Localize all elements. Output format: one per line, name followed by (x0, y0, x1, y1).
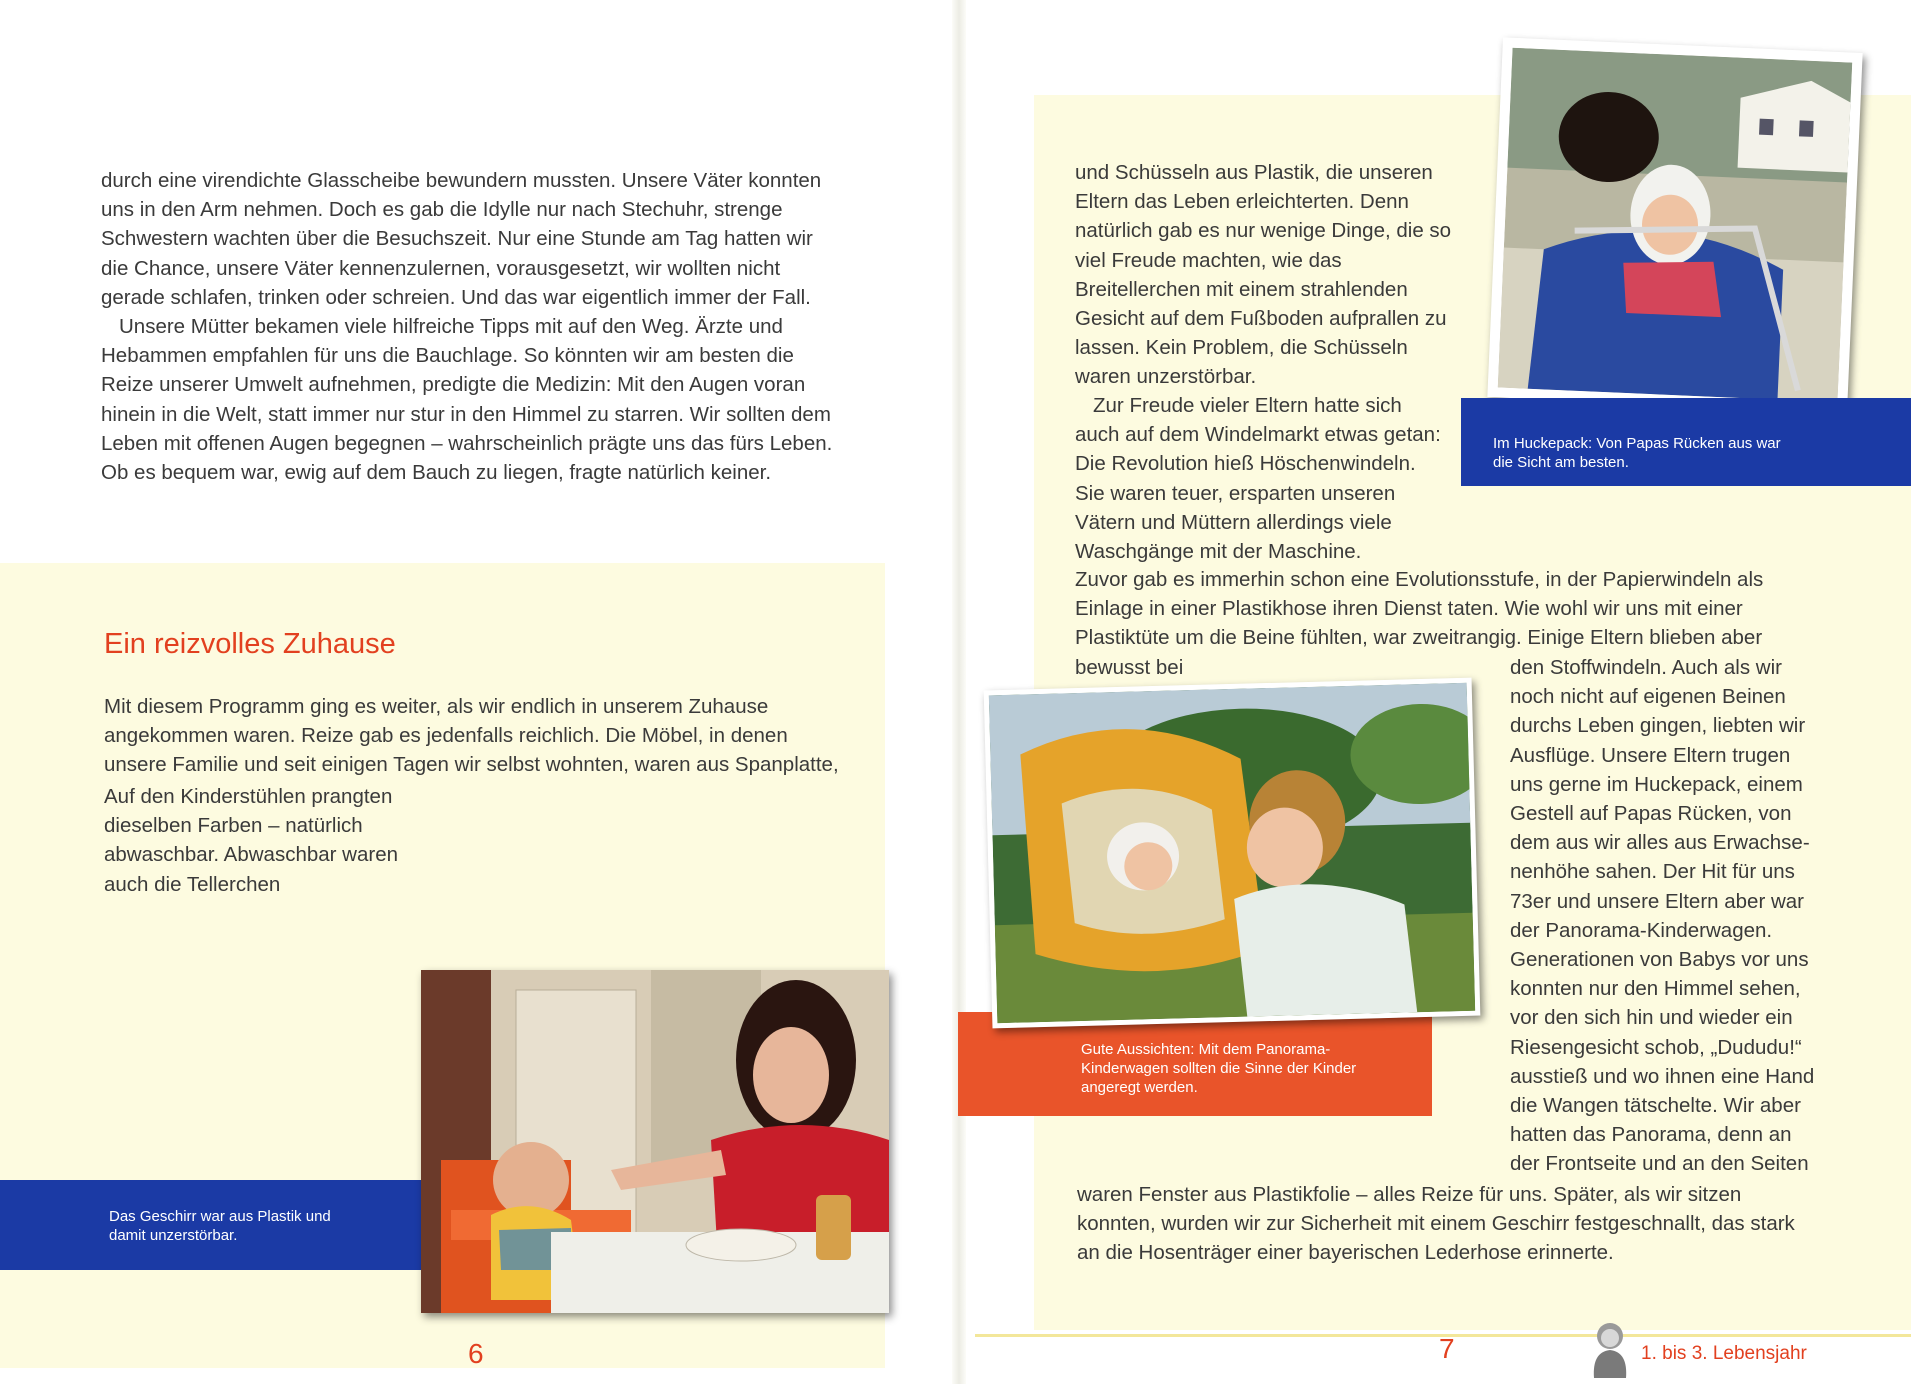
left-top-paragraph-2-text: Unsere Mütter bekamen viele hilfreiche Tipps mit auf den Weg. Ärzte und Hebammen empfahlen für uns die Bauchlage. So könnten wir am besten die Reize unserer Umwelt aufnehmen, predigte die Medizin: Mit den Augen voran hinein in die Welt, statt immer nur stur in den Himmel zu starren. Wir sollten dem Leben mit offenen Augen begegnen – wahrscheinlich prägte uns das fürs Leben. Ob es bequem war, ewig auf dem Bauch zu liegen, fragte natürlich keiner. (101, 315, 833, 485)
right-paragraph-2 (1075, 391, 1445, 566)
section-paragraph-clip (104, 782, 424, 1132)
top-caption-band (1461, 398, 1911, 486)
left-top-paragraph-2 (101, 312, 841, 487)
mid-caption-band (958, 1012, 1432, 1116)
right-paragraph-1: und Schüsseln aus Plastik, die unseren Eltern das Leben erleichterten. Denn natürlich gab es nur wenige Dinge, die so viel Freude machten, wie das Breitellerchen mit einem strahlenden Gesicht auf dem Fußboden aufprallen zu lassen. Kein Problem, die Schüsseln waren unzerstörbar. (1075, 161, 1452, 389)
mid-caption-text: Gute Aussichten: Mit dem Panorama-Kinderwagen sollten die Sinne der Kinder angeregt werden. (1081, 1041, 1357, 1096)
book-gutter (952, 0, 966, 1384)
panorama-photo (984, 678, 1481, 1029)
right-paragraph-2-text: Zur Freude vieler Eltern hatte sich auch auf dem Windelmarkt etwas getan: Die Revolution hieß Höschenwindeln. Sie waren teuer, ersparten unseren Vätern und Müttern allerdings viele Waschgänge mit der Maschine. (1075, 394, 1441, 564)
baby-icon (1588, 1320, 1632, 1380)
left-page-number: 6 (468, 1338, 484, 1369)
right-page-number: 7 (1439, 1333, 1455, 1364)
left-caption-text: Das Geschirr war aus Plastik und damit unzerstörbar. (109, 1208, 331, 1244)
huckepack-photo-image (1498, 48, 1853, 403)
huckepack-photo (1487, 37, 1862, 412)
chapter-label: 1. bis 3. Lebensjahr (1641, 1343, 1807, 1364)
top-caption-text: Im Huckepack: Von Papas Rücken aus war die Sicht am besten. (1493, 435, 1781, 471)
section-paragraph-narrow: Auf den Kinderstühlen prangten dieselben Farben – natürlich abwaschbar. Abwaschbar waren auch die Tellerchen (104, 785, 399, 896)
feeding-photo-image (421, 970, 889, 1313)
right-paragraph-3: Zuvor gab es immerhin schon eine Evolutionsstufe, in der Papierwindeln als Einlage in einer Plastikhose ihren Dienst taten. Wie wohl wir uns mit einer Plastiktüte um die Beine fühlten, war zweitrangig. Einige Eltern blieben aber bewusst bei (1075, 568, 1764, 679)
section-paragraph-wide (104, 692, 852, 782)
section-heading: Ein reizvolles Zuhause (104, 628, 396, 660)
section-paragraph-text: Mit diesem Programm ging es weiter, als wir endlich in unserem Zuhause angekommen waren. Reize gab es jedenfalls reichlich. Die Möbel, in denen unsere Familie und seit einigen Tagen wir selbst wohnten, waren aus Spanplatte, (104, 695, 839, 777)
right-paragraph-5: waren Fenster aus Plastikfolie – alles Reize für uns. Später, als wir sitzen konnten, wurden wir zur Sicherheit mit einem Geschirr festgeschnallt, das stark an die Hosenträger einer bayerischen Lederhose erinnerte. (1077, 1183, 1795, 1265)
feeding-photo (421, 970, 889, 1313)
left-caption-band (0, 1180, 430, 1270)
left-top-paragraph: durch eine virendichte Glasscheibe bewundern mussten. Unsere Väter konnten uns in den Arm nehmen. Doch es gab die Idylle nur nach Stechuhr, strenge Schwestern wachten über die Besuchszeit. Nur eine Stunde am Tag hatten wir die Chance, unsere Väter kennenzulernen, vorausgesetzt, wir wollten nicht gerade schlafen, trinken oder schreien. Und das war eigentlich immer der Fall. (101, 169, 822, 309)
panorama-photo-image (989, 683, 1475, 1023)
right-paragraph-4: den Stoffwindeln. Auch als wir noch nicht auf eigenen Beinen durchs Leben gingen, liebten wir Ausflüge. Unsere Eltern trugen uns gerne im Huckepack, einem Gestell auf Papas Rücken, von dem aus wir alles aus Erwachsenenhöhe sahen. Der Hit für uns 73er und unsere Eltern aber war der Panorama-Kinderwagen. Generationen von Babys vor uns konnten nur den Himmel sehen, vor den sich hin und wieder ein Riesengesicht schob, „Dududu!“ ausstieß und wo ihnen eine Hand die Wangen tätschelte. Wir aber hatten das Panorama, denn an der Frontseite und an den Seiten (1510, 656, 1815, 1176)
